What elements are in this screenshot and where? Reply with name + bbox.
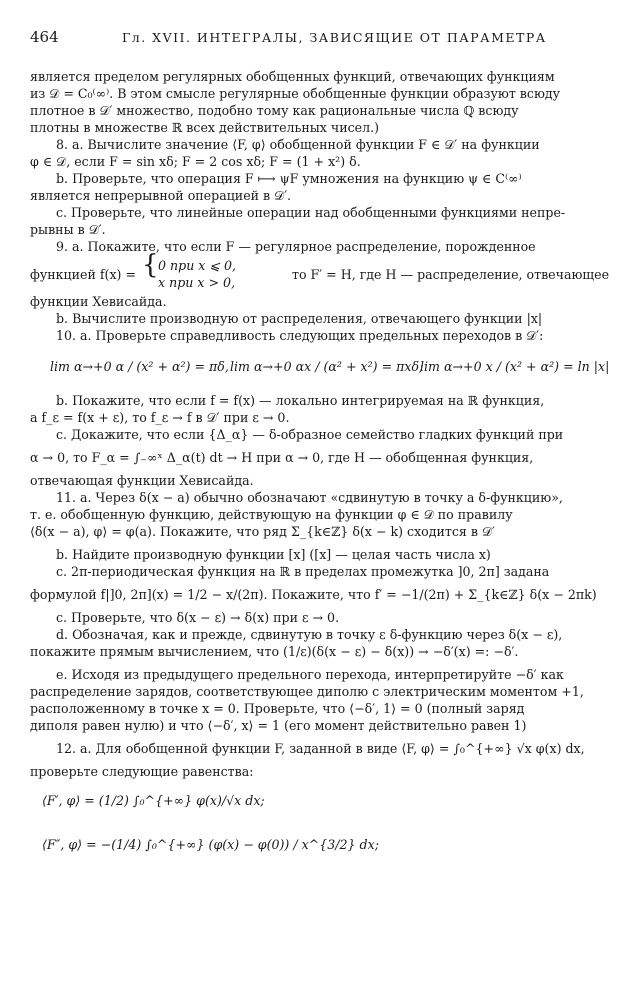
- text-line: рывны в 𝒟′.: [30, 222, 106, 237]
- display-formula-2: ⟨F″, φ⟩ = −(1/4) ∫₀^{+∞} (φ(x) − φ(0)) / x^{3/2} dx;: [42, 837, 379, 852]
- running-header: [30, 28, 610, 48]
- brace: {: [142, 250, 159, 280]
- page-number: 464: [30, 28, 59, 46]
- exercise-11c2: c. Проверьте, что δ(x − ε) → δ(x) при ε → 0.: [56, 610, 340, 625]
- text-line: функцией f(x) =: [30, 267, 137, 282]
- text-line: диполя равен нулю) и что ⟨−δ′, x⟩ = 1 (его момент действительно равен 1): [30, 718, 527, 733]
- text-line: отвечающая функции Хевисайда.: [30, 473, 254, 488]
- text-line: формулой f|]0, 2π](x) = 1/2 − x/(2π). Покажите, что f′ = −1/(2π) + Σ_{k∈ℤ} δ(x − 2πk): [30, 587, 597, 602]
- exercise-11d: d. Обозначая, как и прежде, сдвинутую в точку ε δ-функцию через δ(x − ε),: [56, 627, 563, 642]
- text-line: из 𝒟 = C₀⁽∞⁾. В этом смысле регулярные обобщенные функции образуют всюду: [30, 86, 561, 101]
- limit-2: lim α→+0 αx / (α² + x²) = πxδ;: [230, 359, 424, 374]
- case-1: 0 при x ⩽ 0,: [158, 258, 236, 273]
- exercise-11b: b. Найдите производную функции [x] ([x] — целая часть числа x): [56, 547, 491, 562]
- piecewise-definition: [30, 250, 610, 293]
- text-line: распределение зарядов, соответствующее диполю с электрическим моментом +1,: [30, 684, 584, 699]
- case-2: x при x > 0,: [158, 275, 236, 290]
- text-line: т. е. обобщенную функцию, действующую на функции φ ∈ 𝒟 по правилу: [30, 507, 513, 522]
- text-line: φ ∈ 𝒟, если F = sin xδ; F = 2 cos xδ; F = (1 + x²) δ.: [30, 154, 361, 169]
- exercise-12a: 12. a. Для обобщенной функции F, заданной в виде ⟨F, φ⟩ = ∫₀^{+∞} √x φ(x) dx,: [56, 741, 585, 756]
- text-line: ⟨δ(x − a), φ⟩ = φ(a). Покажите, что ряд Σ_{k∈ℤ} δ(x − k) сходится в 𝒟′: [30, 524, 495, 539]
- exercise-8a: 8. a. Вычислите значение ⟨F, φ⟩ обобщенной функции F ∈ 𝒟′ на функции: [56, 137, 540, 152]
- text-line: функции Хевисайда.: [30, 294, 167, 309]
- text-line: является пределом регулярных обобщенных функций, отвечающих функциям: [30, 69, 555, 84]
- exercise-10b: b. Покажите, что если f = f(x) — локально интегрируемая на ℝ функция,: [56, 393, 545, 408]
- exercise-8b: b. Проверьте, что операция F ⟼ ψF умножения на функцию ψ ∈ C⁽∞⁾: [56, 171, 522, 186]
- exercise-11c: c. 2π-периодическая функция на ℝ в пределах промежутка ]0, 2π] задана: [56, 564, 550, 579]
- text-line: то F′ = H, где H — распределение, отвечающее: [292, 267, 610, 282]
- exercise-8c: c. Проверьте, что линейные операции над обобщенными функциями непре-: [56, 205, 566, 220]
- limit-3: lim α→+0 x / (x² + α²) = ln |x|: [420, 359, 610, 374]
- display-formula-1: ⟨F′, φ⟩ = (1/2) ∫₀^{+∞} φ(x)/√x dx;: [42, 793, 265, 808]
- text-line: является непрерывной операцией в 𝒟′.: [30, 188, 292, 203]
- text-line: покажите прямым вычислением, что (1/ε)(δ(x − ε) − δ(x)) → −δ′(x) =: −δ′.: [30, 644, 519, 659]
- text-line: α → 0, то F_α = ∫₋∞ˣ Δ_α(t) dt → H при α → 0, где H — обобщенная функция,: [30, 450, 534, 465]
- limit-1: lim α→+0 α / (x² + α²) = πδ,: [50, 359, 229, 374]
- exercise-10c: c. Докажите, что если {Δ_α} — δ-образное семейство гладких функций при: [56, 427, 564, 442]
- text-line: a f_ε = f(x + ε), то f_ε → f в 𝒟′ при ε → 0.: [30, 410, 290, 425]
- text-line: расположенному в точке x = 0. Проверьте, что ⟨−δ′, 1⟩ = 0 (полный заряд: [30, 701, 525, 716]
- exercise-10a: 10. a. Проверьте справедливость следующих предельных переходов в 𝒟′:: [56, 328, 544, 343]
- exercise-9b: b. Вычислите производную от распределения, отвечающего функции |x|: [56, 311, 543, 326]
- limit-formulas: [30, 348, 610, 388]
- chapter-title: Гл. XVII. ИНТЕГРАЛЫ, ЗАВИСЯЩИЕ ОТ ПАРАМЕТРА: [122, 30, 547, 45]
- text-line: плотны в множестве ℝ всех действительных чисел.): [30, 120, 380, 135]
- text-line: плотное в 𝒟′ множество, подобно тому как рациональные числа ℚ всюду: [30, 103, 519, 118]
- exercise-11e: e. Исходя из предыдущего предельного перехода, интерпретируйте −δ′ как: [56, 667, 564, 682]
- exercise-9a: 9. a. Покажите, что если F — регулярное распределение, порожденное: [56, 239, 536, 254]
- text-line: проверьте следующие равенства:: [30, 764, 254, 779]
- page-body: [30, 68, 610, 868]
- exercise-11a: 11. a. Через δ(x − a) обычно обозначают «сдвинутую в точку a δ-функцию»,: [56, 490, 563, 505]
